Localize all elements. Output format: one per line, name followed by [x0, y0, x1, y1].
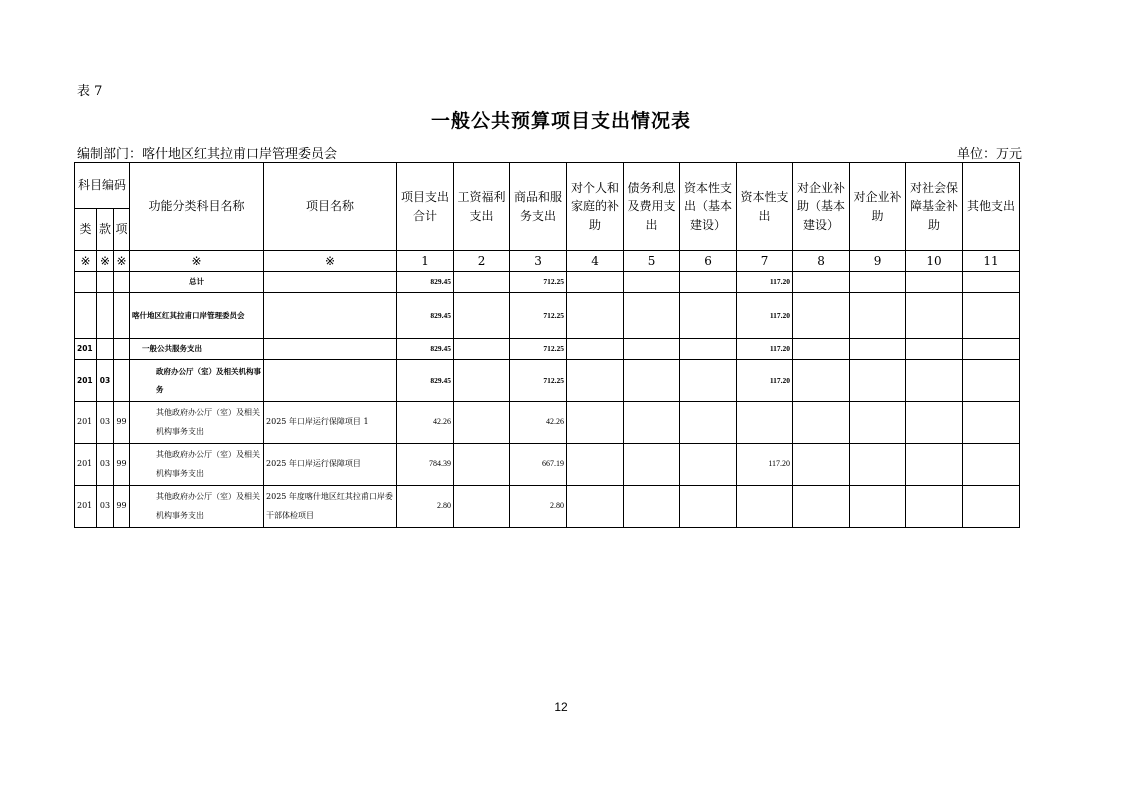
col-number: 6	[680, 251, 737, 272]
cell-lei: 201	[75, 339, 97, 360]
cell-lei	[75, 272, 97, 293]
table-label: 表 7	[77, 84, 103, 99]
table-row	[75, 272, 1020, 293]
header-col: 对社会保障基金补助	[906, 163, 963, 251]
cell-project-name: 2025 年度喀什地区红其拉甫口岸委干部体检项目	[264, 486, 397, 528]
col-number: 5	[624, 251, 680, 272]
page-title: 一般公共预算项目支出情况表	[430, 110, 691, 132]
cell-total: 829.45	[397, 360, 454, 402]
cell-goods: 667.19	[510, 444, 567, 486]
header-col: 债务利息及费用支出	[624, 163, 680, 251]
cell-kuan: 03	[97, 486, 114, 528]
col-number: 4	[567, 251, 624, 272]
col-number: 8	[793, 251, 850, 272]
col-number: 7	[737, 251, 793, 272]
cell-capital: 117.20	[737, 444, 793, 486]
col-number: 10	[906, 251, 963, 272]
cell-xiang: 99	[114, 486, 130, 528]
header-col: 对个人和家庭的补助	[567, 163, 624, 251]
table-row	[75, 402, 1020, 444]
cell-capital: 117.20	[737, 272, 793, 293]
cell-kuan: 03	[97, 402, 114, 444]
col-number: 9	[850, 251, 906, 272]
cell-total: 2.80	[397, 486, 454, 528]
cell-capital	[737, 486, 793, 528]
mark-cell: ※	[264, 251, 397, 272]
header-col: 对企业补助（基本建设）	[793, 163, 850, 251]
header-func-name: 功能分类科目名称	[130, 163, 264, 251]
budget-table	[74, 162, 1020, 528]
cell-total: 784.39	[397, 444, 454, 486]
mark-cell: ※	[114, 251, 130, 272]
cell-func-name: 其他政府办公厅（室）及相关机构事务支出	[130, 486, 264, 528]
cell-kuan	[97, 272, 114, 293]
col-number: 2	[454, 251, 510, 272]
cell-kuan	[97, 339, 114, 360]
cell-total: 829.45	[397, 339, 454, 360]
cell-goods: 2.80	[510, 486, 567, 528]
cell-func-name: 政府办公厅（室）及相关机构事务	[130, 360, 264, 402]
cell-func-name: 总计	[130, 272, 264, 293]
page-number: 12	[554, 700, 568, 714]
cell-lei: 201	[75, 402, 97, 444]
table-row	[75, 486, 1020, 528]
header-col: 资本性支出（基本建设）	[680, 163, 737, 251]
cell-project-name	[264, 360, 397, 402]
cell-lei	[75, 293, 97, 339]
mark-cell: ※	[75, 251, 97, 272]
cell-lei: 201	[75, 360, 97, 402]
header-col: 资本性支出	[737, 163, 793, 251]
cell-capital	[737, 402, 793, 444]
header-lei: 类	[75, 209, 97, 251]
header-kuan: 款	[97, 209, 114, 251]
cell-kuan: 03	[97, 360, 114, 402]
cell-xiang: 99	[114, 444, 130, 486]
header-col: 工资福利支出	[454, 163, 510, 251]
table-row	[75, 444, 1020, 486]
cell-xiang	[114, 293, 130, 339]
header-col: 项目支出合计	[397, 163, 454, 251]
cell-project-name	[264, 293, 397, 339]
header-xiang: 项	[114, 209, 130, 251]
cell-total: 829.45	[397, 272, 454, 293]
cell-xiang	[114, 360, 130, 402]
cell-capital: 117.20	[737, 360, 793, 402]
cell-project-name	[264, 272, 397, 293]
header-project-name: 项目名称	[264, 163, 397, 251]
cell-goods: 712.25	[510, 360, 567, 402]
cell-goods: 42.26	[510, 402, 567, 444]
cell-total: 42.26	[397, 402, 454, 444]
col-number: 3	[510, 251, 567, 272]
cell-project-name: 2025 年口岸运行保障项目	[264, 444, 397, 486]
table-row	[75, 293, 1020, 339]
cell-func-name: 一般公共服务支出	[130, 339, 264, 360]
department-label: 编制部门：喀什地区红其拉甫口岸管理委员会	[77, 147, 338, 162]
cell-project-name: 2025 年口岸运行保障项目 1	[264, 402, 397, 444]
table-row	[75, 360, 1020, 402]
cell-func-name: 其他政府办公厅（室）及相关机构事务支出	[130, 444, 264, 486]
cell-capital: 117.20	[737, 293, 793, 339]
mark-cell: ※	[130, 251, 264, 272]
table-row	[75, 339, 1020, 360]
cell-total: 829.45	[397, 293, 454, 339]
cell-kuan	[97, 293, 114, 339]
cell-lei: 201	[75, 444, 97, 486]
cell-func-name: 喀什地区红其拉甫口岸管理委员会	[130, 293, 264, 339]
cell-kuan: 03	[97, 444, 114, 486]
cell-goods: 712.25	[510, 272, 567, 293]
cell-xiang	[114, 339, 130, 360]
cell-xiang: 99	[114, 402, 130, 444]
col-number: 1	[397, 251, 454, 272]
col-number: 11	[963, 251, 1020, 272]
cell-goods: 712.25	[510, 293, 567, 339]
cell-xiang	[114, 272, 130, 293]
header-col: 其他支出	[963, 163, 1020, 251]
header-col: 商品和服务支出	[510, 163, 567, 251]
cell-func-name: 其他政府办公厅（室）及相关机构事务支出	[130, 402, 264, 444]
mark-cell: ※	[97, 251, 114, 272]
cell-goods: 712.25	[510, 339, 567, 360]
unit-label: 单位：万元	[957, 147, 1023, 162]
cell-project-name	[264, 339, 397, 360]
cell-lei: 201	[75, 486, 97, 528]
header-subject-code: 科目编码	[75, 163, 130, 209]
cell-capital: 117.20	[737, 339, 793, 360]
header-col: 对企业补助	[850, 163, 906, 251]
